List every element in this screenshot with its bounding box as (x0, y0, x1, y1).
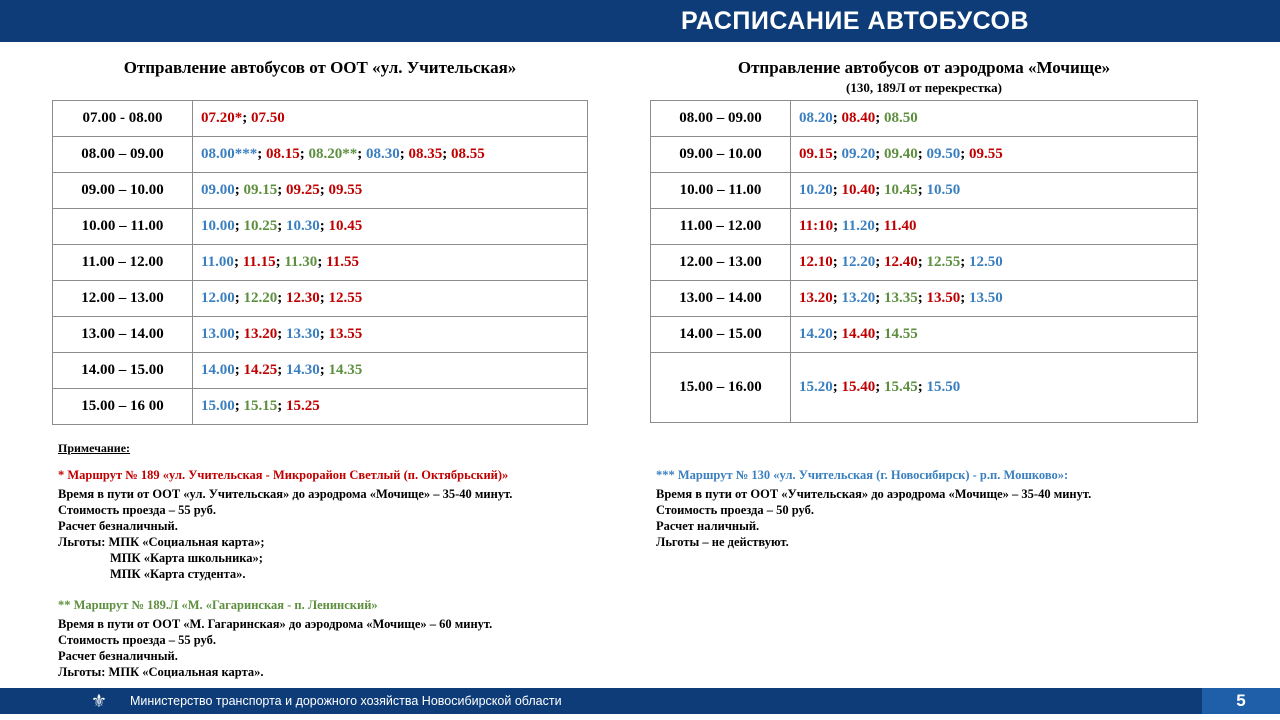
departure-time: 12.30 (286, 290, 320, 306)
time-range-cell: 08.00 – 09.00 (651, 101, 791, 137)
departure-time: 12.55 (328, 290, 363, 306)
time-range-cell: 11.00 – 12.00 (53, 245, 193, 281)
note-line: Льготы – не действуют. (656, 535, 789, 549)
notes-right (656, 468, 1216, 566)
table-row (53, 245, 588, 281)
time-range-cell: 12.00 – 13.00 (651, 245, 791, 281)
notes-heading: Примечание: (58, 441, 131, 455)
departure-time: 14.00 (201, 362, 235, 378)
departure-times-cell (791, 353, 1198, 423)
departure-time: 15.40 (841, 379, 876, 395)
time-range-cell: 12.00 – 13.00 (53, 281, 193, 317)
table-row (651, 317, 1198, 353)
time-separator: ; (832, 326, 842, 342)
departure-time: 10.00 (201, 218, 235, 234)
table-row (53, 281, 588, 317)
time-separator: ; (917, 254, 927, 270)
departure-times-cell (193, 173, 588, 209)
note-title: *** Маршрут № 130 «ул. Учительская (г. Новосибирск) - р.п. Мошково»: (656, 468, 1069, 482)
table-row (651, 173, 1198, 209)
time-separator: ; (234, 290, 244, 306)
time-separator: ; (874, 218, 884, 234)
time-separator: ; (875, 290, 884, 306)
departure-time: 12.00 (201, 290, 235, 306)
departure-time: 08.40 (841, 110, 876, 126)
table-row (651, 137, 1198, 173)
schedule-table-right (650, 100, 1198, 423)
departure-time: 15.20 (799, 379, 833, 395)
time-range-cell: 09.00 – 10.00 (53, 173, 193, 209)
departure-time: 13.20 (799, 290, 833, 306)
departure-time: 10.45 (328, 218, 363, 234)
departure-time: 13.20 (243, 326, 278, 342)
time-separator: ; (234, 398, 244, 414)
time-range-cell: 10.00 – 11.00 (651, 173, 791, 209)
departure-time: 15.50 (926, 379, 961, 395)
departure-time: 09.15 (799, 146, 833, 162)
note-line: Расчет безналичный. (58, 649, 178, 663)
time-separator: ; (960, 290, 969, 306)
departure-times-cell (791, 101, 1198, 137)
time-separator: ; (875, 326, 884, 342)
departure-time: 08.20** (308, 146, 358, 162)
departure-times-cell (791, 137, 1198, 173)
table-row (651, 101, 1198, 137)
left-column-heading-text: Отправление автобусов от ООТ «ул. Учительская» (123, 58, 517, 77)
footer-strip-left (0, 688, 52, 714)
time-range-cell: 14.00 – 15.00 (53, 353, 193, 389)
departure-times-cell (791, 281, 1198, 317)
departure-times-cell (791, 317, 1198, 353)
table-row (53, 209, 588, 245)
departure-time: 12.10 (799, 254, 833, 270)
note-block (656, 468, 1216, 550)
time-separator: ; (257, 146, 266, 162)
time-separator: ; (875, 182, 884, 198)
departure-time: 11:10 (799, 218, 834, 234)
departure-time: 14.40 (841, 326, 876, 342)
note-line-indented: МПК «Карта студента». (110, 567, 246, 581)
departure-time: 10.25 (243, 218, 278, 234)
time-separator: ; (234, 218, 244, 234)
time-separator: ; (875, 110, 884, 126)
departure-time: 13.20 (841, 290, 876, 306)
departure-time: 08.00*** (201, 146, 258, 162)
time-separator: ; (399, 146, 409, 162)
table-row (53, 353, 588, 389)
departure-time: 14.30 (286, 362, 320, 378)
schedule-table-left (52, 100, 588, 425)
departure-time: 10.45 (884, 182, 918, 198)
title-bar (0, 0, 1280, 42)
time-range-cell: 11.00 – 12.00 (651, 209, 791, 245)
table-row (651, 353, 1198, 423)
time-separator: ; (319, 182, 329, 198)
departure-time: 11.40 (883, 218, 917, 234)
departure-time: 14.55 (884, 326, 918, 342)
time-separator: ; (357, 146, 366, 162)
time-separator: ; (832, 254, 842, 270)
note-title: * Маршрут № 189 «ул. Учительская - Микрорайон Светлый (п. Октябрьский)» (58, 468, 509, 482)
time-separator: ; (832, 182, 842, 198)
time-separator: ; (319, 326, 329, 342)
time-separator: ; (277, 290, 286, 306)
departure-time: 12.50 (969, 254, 1003, 270)
departure-time: 09.55 (328, 182, 363, 198)
time-separator: ; (960, 254, 969, 270)
departure-time: 14.20 (799, 326, 833, 342)
departure-time: 13.55 (328, 326, 363, 342)
departure-time: 10.50 (926, 182, 961, 198)
departure-time: 09.00 (201, 182, 235, 198)
time-separator: ; (832, 379, 842, 395)
departure-time: 14.35 (328, 362, 363, 378)
departure-time: 10.30 (286, 218, 320, 234)
time-separator: ; (277, 326, 286, 342)
departure-times-cell (193, 389, 588, 425)
left-column-heading (52, 58, 588, 78)
departure-time: 10.20 (799, 182, 833, 198)
table-row (53, 101, 588, 137)
time-range-cell: 15.00 – 16.00 (651, 353, 791, 423)
table-row (651, 209, 1198, 245)
departure-times-cell (193, 137, 588, 173)
departure-time: 08.30 (366, 146, 400, 162)
departure-time: 08.50 (884, 110, 918, 126)
note-line: Время в пути от ООТ «М. Гагаринская» до аэродрома «Мочище» – 60 минут. (58, 617, 493, 631)
departure-time: 15.15 (243, 398, 278, 414)
departure-time: 11.15 (242, 254, 276, 270)
time-separator: ; (299, 146, 309, 162)
departure-times-cell (193, 101, 588, 137)
note-line: Время в пути от ООТ «ул. Учительская» до аэродрома «Мочище» – 35-40 минут. (58, 487, 513, 501)
time-separator: ; (234, 182, 244, 198)
note-title: ** Маршрут № 189.Л «М. «Гагаринская - п. Ленинский» (58, 598, 378, 612)
departure-time: 09.20 (841, 146, 876, 162)
time-separator: ; (319, 362, 329, 378)
departure-times-cell (193, 281, 588, 317)
departure-time: 11.55 (326, 254, 359, 270)
note-line: Время в пути от ООТ «Учительская» до аэродрома «Мочище» – 35-40 минут. (656, 487, 1092, 501)
note-block (58, 598, 618, 680)
departure-time: 07.50 (251, 110, 285, 126)
page-number: 5 (1202, 688, 1280, 714)
time-separator: ; (234, 362, 244, 378)
departure-time: 15.45 (884, 379, 918, 395)
departure-times-cell (193, 353, 588, 389)
schedule-table-right-body (651, 101, 1198, 423)
note-line: Стоимость проезда – 55 руб. (58, 633, 217, 647)
time-separator: ; (960, 146, 969, 162)
departure-time: 08.55 (451, 146, 485, 162)
note-line: Расчет безналичный. (58, 519, 178, 533)
departure-time: 08.15 (266, 146, 300, 162)
departure-time: 12.20 (841, 254, 876, 270)
ministry-emblem-icon: ⚜ (90, 691, 108, 711)
time-range-cell: 13.00 – 14.00 (651, 281, 791, 317)
departure-times-cell (193, 245, 588, 281)
time-separator: ; (875, 146, 884, 162)
departure-time: 11.20 (841, 218, 875, 234)
time-separator: ; (277, 362, 286, 378)
table-row (53, 389, 588, 425)
time-separator: ; (317, 254, 327, 270)
departure-times-cell (791, 209, 1198, 245)
departure-time: 08.35 (408, 146, 443, 162)
time-separator: ; (319, 290, 329, 306)
departure-times-cell (193, 209, 588, 245)
footer (0, 686, 1280, 720)
page-title: РАСПИСАНИЕ АВТОБУСОВ (680, 6, 1030, 35)
time-range-cell: 14.00 – 15.00 (651, 317, 791, 353)
departure-time: 07.20* (201, 110, 243, 126)
schedule-table-left-body (53, 101, 588, 425)
time-separator: ; (917, 146, 927, 162)
time-separator: ; (832, 110, 842, 126)
departure-time: 09.15 (243, 182, 278, 198)
departure-time: 12.40 (884, 254, 918, 270)
departure-time: 08.20 (799, 110, 833, 126)
right-column-heading (650, 58, 1198, 96)
table-row (53, 317, 588, 353)
time-separator: ; (319, 218, 329, 234)
footer-text: Министерство транспорта и дорожного хозяйства Новосибирской области (130, 694, 562, 708)
departure-time: 09.55 (969, 146, 1003, 162)
departure-times-cell (791, 245, 1198, 281)
note-line: Льготы: МПК «Социальная карта». (58, 665, 264, 679)
time-separator: ; (832, 146, 842, 162)
time-separator: ; (242, 110, 251, 126)
departure-time: 11.30 (284, 254, 318, 270)
note-line: Расчет наличный. (656, 519, 760, 533)
departure-time: 15.25 (286, 398, 320, 414)
time-separator: ; (917, 379, 927, 395)
table-row (53, 137, 588, 173)
departure-time: 12.55 (926, 254, 961, 270)
time-range-cell: 07.00 - 08.00 (53, 101, 193, 137)
note-line: Льготы: МПК «Социальная карта»; (58, 535, 265, 549)
note-block (58, 468, 618, 582)
departure-time: 09.40 (884, 146, 918, 162)
time-separator: ; (233, 254, 243, 270)
right-column-subheading-text: (130, 189Л от перекрестка) (846, 80, 1002, 95)
time-separator: ; (832, 290, 842, 306)
departure-time: 13.50 (926, 290, 961, 306)
departure-time: 13.00 (201, 326, 235, 342)
departure-time: 13.30 (286, 326, 320, 342)
time-separator: ; (277, 182, 286, 198)
departure-times-cell (193, 317, 588, 353)
time-range-cell: 13.00 – 14.00 (53, 317, 193, 353)
note-line-indented: МПК «Карта школьника»; (110, 551, 263, 565)
time-separator: ; (234, 326, 244, 342)
departure-time: 15.00 (201, 398, 235, 414)
title-bar-accent (0, 0, 430, 42)
time-range-cell: 09.00 – 10.00 (651, 137, 791, 173)
departure-time: 13.50 (969, 290, 1003, 306)
time-separator: ; (875, 379, 884, 395)
right-column-heading-text: Отправление автобусов от аэродрома «Мочище» (737, 58, 1111, 77)
time-range-cell: 08.00 – 09.00 (53, 137, 193, 173)
departure-time: 14.25 (243, 362, 278, 378)
departure-time: 12.20 (243, 290, 278, 306)
table-row (53, 173, 588, 209)
departure-times-cell (791, 173, 1198, 209)
departure-time: 09.25 (286, 182, 320, 198)
departure-time: 13.35 (884, 290, 918, 306)
time-range-cell: 10.00 – 11.00 (53, 209, 193, 245)
departure-time: 11.00 (201, 254, 234, 270)
note-line: Стоимость проезда – 50 руб. (656, 503, 815, 517)
time-separator: ; (917, 182, 927, 198)
time-separator: ; (833, 218, 842, 234)
time-separator: ; (275, 254, 285, 270)
time-separator: ; (277, 398, 286, 414)
time-separator: ; (442, 146, 451, 162)
departure-time: 09.50 (926, 146, 961, 162)
time-separator: ; (875, 254, 884, 270)
table-row (651, 245, 1198, 281)
table-row (651, 281, 1198, 317)
note-line: Стоимость проезда – 55 руб. (58, 503, 217, 517)
notes-left (58, 468, 618, 696)
time-separator: ; (277, 218, 286, 234)
time-range-cell: 15.00 – 16 00 (53, 389, 193, 425)
time-separator: ; (917, 290, 927, 306)
departure-time: 10.40 (841, 182, 876, 198)
